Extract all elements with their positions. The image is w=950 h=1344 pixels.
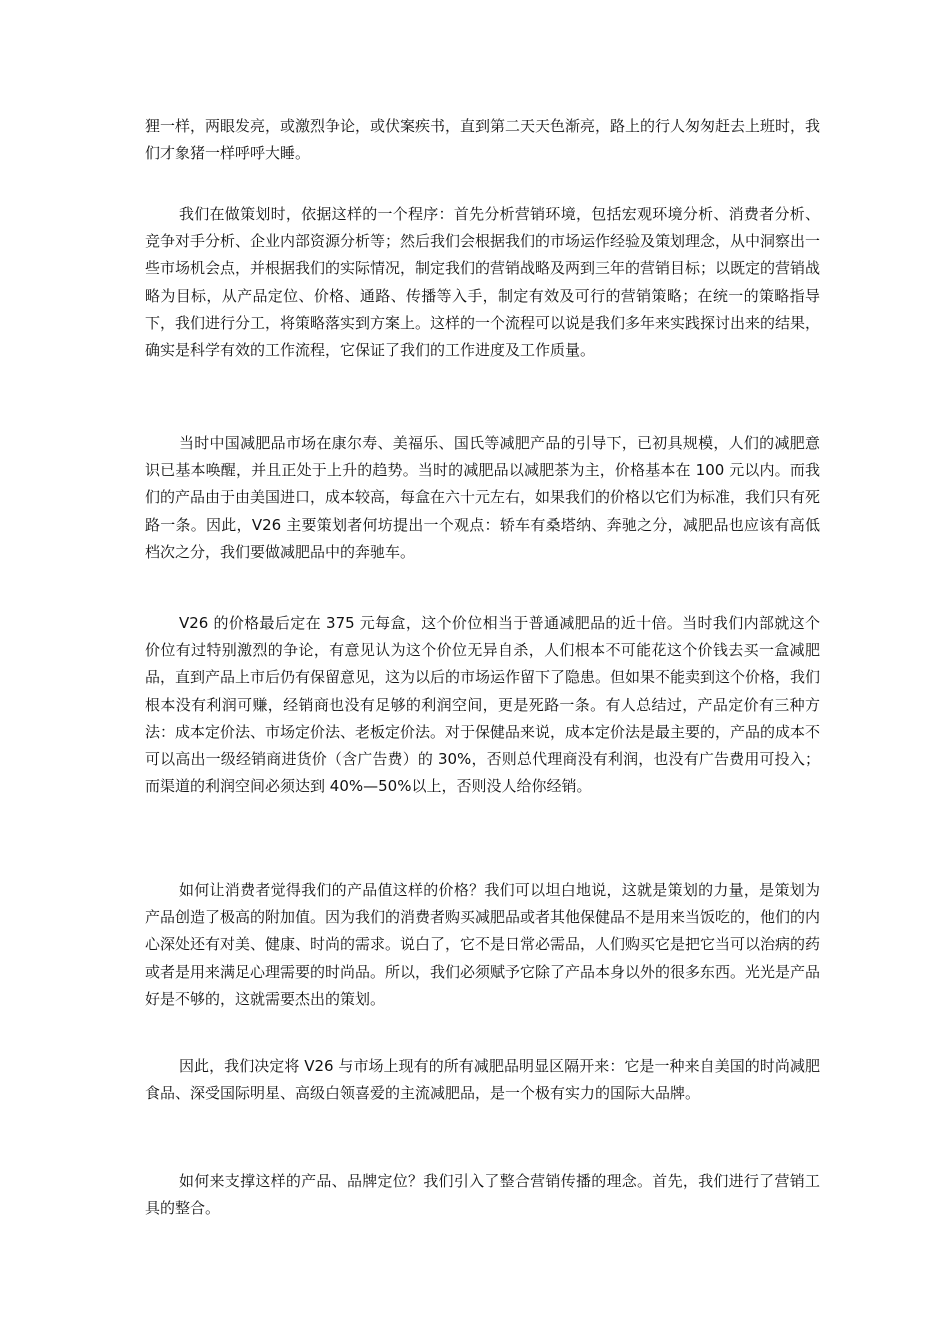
paragraph-integrated-marketing: 如何来支撑这样的产品、品牌定位？我们引入了整合营销传播的理念。首先，我们进行了营销工具的整合。 <box>145 1172 820 1218</box>
paragraph-pricing: V26 的价格最后定在 375 元每盒，这个价位相当于普通减肥品的近十倍。当时我们内部就这个价位有过特别激烈的争论，有意见认为这个价位无异自杀，人们根本不可能花这个价钱去买一盒减肥品，直到产品上市后仍有保留意见，这为以后的市场运作留下了隐患。但如果不能卖到这个价格，我们根本没有利润可赚，经销商也没有足够的利润空间，更是死路一条。有人总结过，产品定价有三种方法：成本定价法、市场定价法、老板定价法。对于保健品来说，成本定价法是最主要的，产品的成本不可以高出一级经销商进货价（含广告费）的 30%，否则总代理商没有利润，也没有广告费用可投入；而渠道的利润空间必须达到 40%—50%以上，否则没人给你经销。 <box>145 614 821 796</box>
paragraph-positioning: 因此，我们决定将 V26 与市场上现有的所有减肥品明显区隔开来：它是一种来自美国的时尚减肥食品、深受国际明星、高级白领喜爱的主流减肥品，是一个极有实力的国际大品牌。 <box>145 1057 820 1103</box>
paragraph-market-background: 当时中国减肥品市场在康尔寿、美福乐、国氏等减肥产品的引导下，已初具规模，人们的减肥意识已基本唤醒，并且正处于上升的趋势。当时的减肥品以减肥茶为主，价格基本在 100 元以内。而我们的产品由于由美国进口，成本较高，每盒在六十元左右，如果我们的价格以它们为标准，我们只有死路一条。因此，V26 主要策划者何坊提出一个观点：轿车有桑塔纳、奔驰之分，减肥品也应该有高低档次之分，我们要做减肥品中的奔驰车。 <box>145 434 821 561</box>
paragraph-continuation: 狸一样，两眼发亮，或激烈争论，或伏案疾书，直到第二天天色渐亮，路上的行人匆匆赶去上班时，我们才象猪一样呼呼大睡。 <box>145 117 821 163</box>
paragraph-added-value: 如何让消费者觉得我们的产品值这样的价格？我们可以坦白地说，这就是策划的力量，是策划为产品创造了极高的附加值。因为我们的消费者购买减肥品或者其他保健品不是用来当饭吃的，他们的内心深处还有对美、健康、时尚的需求。说白了，它不是日常必需品，人们购买它是把它当可以治病的药或者是用来满足心理需要的时尚品。所以，我们必须赋予它除了产品本身以外的很多东西。光光是产品好是不够的，这就需要杰出的策划。 <box>145 881 821 1008</box>
paragraph-planning-process: 我们在做策划时，依据这样的一个程序：首先分析营销环境，包括宏观环境分析、消费者分析、竞争对手分析、企业内部资源分析等；然后我们会根据我们的市场运作经验及策划理念，从中洞察出一些市场机会点，并根据我们的实际情况，制定我们的营销战略及两到三年的营销目标；以既定的营销战略为目标，从产品定位、价格、通路、传播等入手，制定有效及可行的营销策略；在统一的策略指导下，我们进行分工，将策略落实到方案上。这样的一个流程可以说是我们多年来实践探讨出来的结果，确实是科学有效的工作流程，它保证了我们的工作进度及工作质量。 <box>145 205 821 360</box>
